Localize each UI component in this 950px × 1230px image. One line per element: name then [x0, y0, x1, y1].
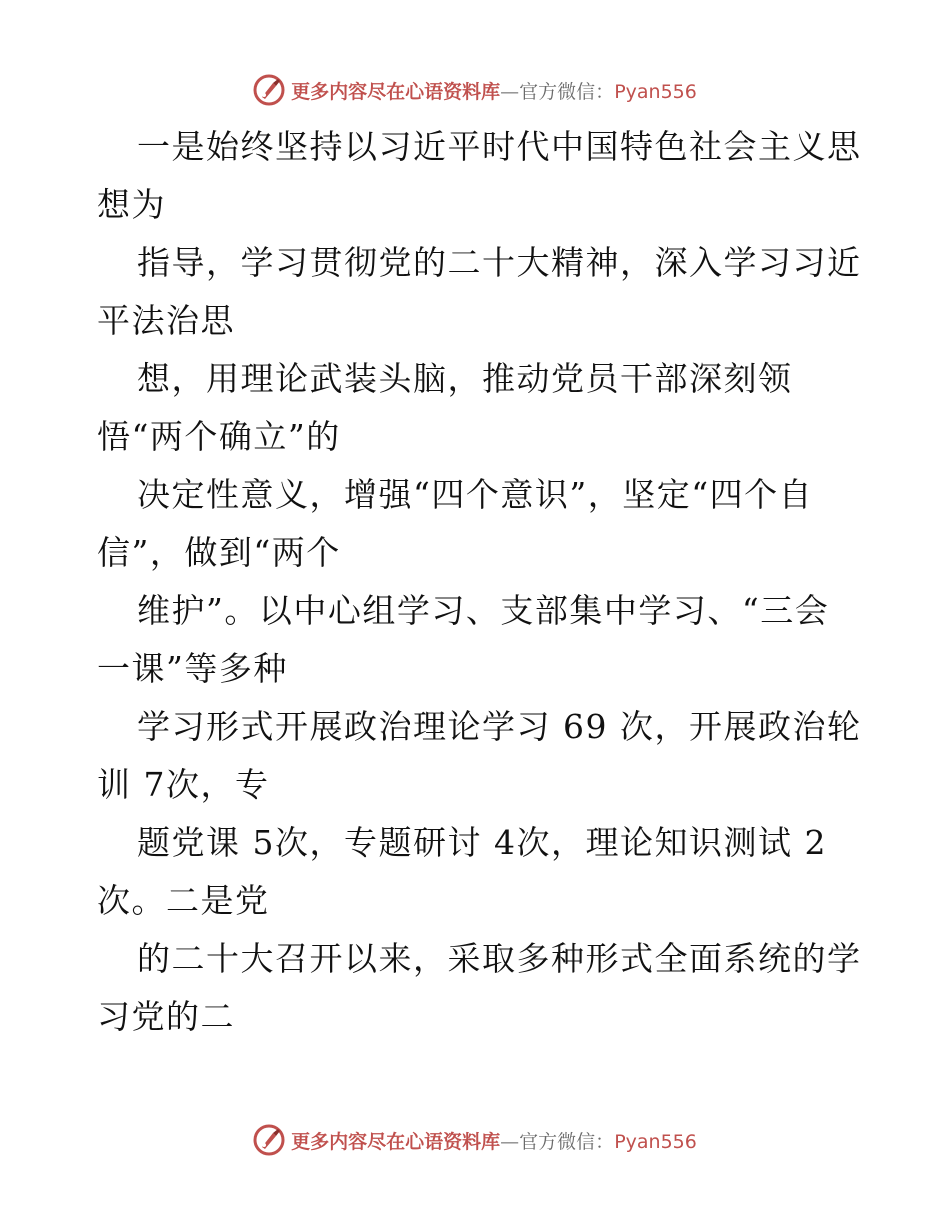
text-line: 题党课 5次，专题研讨 4次，理论知识测试 2	[137, 823, 827, 862]
text-line: 训 7次，专	[97, 765, 270, 804]
header-banner-text	[291, 77, 697, 104]
banner-brand: 更多内容尽在心语资料库	[291, 1130, 501, 1153]
text-line: 决定性意义，增强“四个意识”，坚定“四个自	[137, 475, 814, 514]
document-body	[97, 118, 862, 1046]
text-line: 一是始终坚持以习近平时代中国特色社会主义思	[137, 127, 862, 166]
banner-dash: —	[500, 1130, 520, 1153]
text-line: 维护”。以中心组学习、支部集中学习、“三会	[137, 591, 830, 630]
text-line: 平法治思	[97, 301, 235, 340]
footer-banner	[0, 1120, 950, 1160]
quill-pen-logo-icon	[253, 1124, 285, 1156]
banner-label: 官方微信：	[519, 1130, 615, 1153]
text-line: 悟“两个确立”的	[97, 417, 341, 456]
banner-label: 官方微信：	[519, 80, 615, 103]
text-line: 想为	[97, 185, 166, 224]
header-banner	[0, 70, 950, 110]
text-line: 信”，做到“两个	[97, 533, 341, 572]
text-line: 指导，学习贯彻党的二十大精神，深入学习习近	[137, 243, 862, 282]
text-line: 次。二是党	[97, 881, 270, 920]
banner-account: Pyan556	[614, 1130, 697, 1153]
text-line: 一课”等多种	[97, 649, 288, 688]
text-line: 想，用理论武装头脑，推动党员干部深刻领	[137, 359, 793, 398]
banner-brand: 更多内容尽在心语资料库	[291, 80, 501, 103]
quill-pen-logo-icon	[253, 74, 285, 106]
banner-dash: —	[500, 80, 520, 103]
footer-banner-text	[291, 1127, 697, 1154]
text-line: 学习形式开展政治理论学习 69 次，开展政治轮	[137, 707, 862, 746]
text-line: 的二十大召开以来，采取多种形式全面系统的学	[137, 939, 862, 978]
banner-account: Pyan556	[614, 80, 697, 103]
text-line: 习党的二	[97, 997, 235, 1036]
